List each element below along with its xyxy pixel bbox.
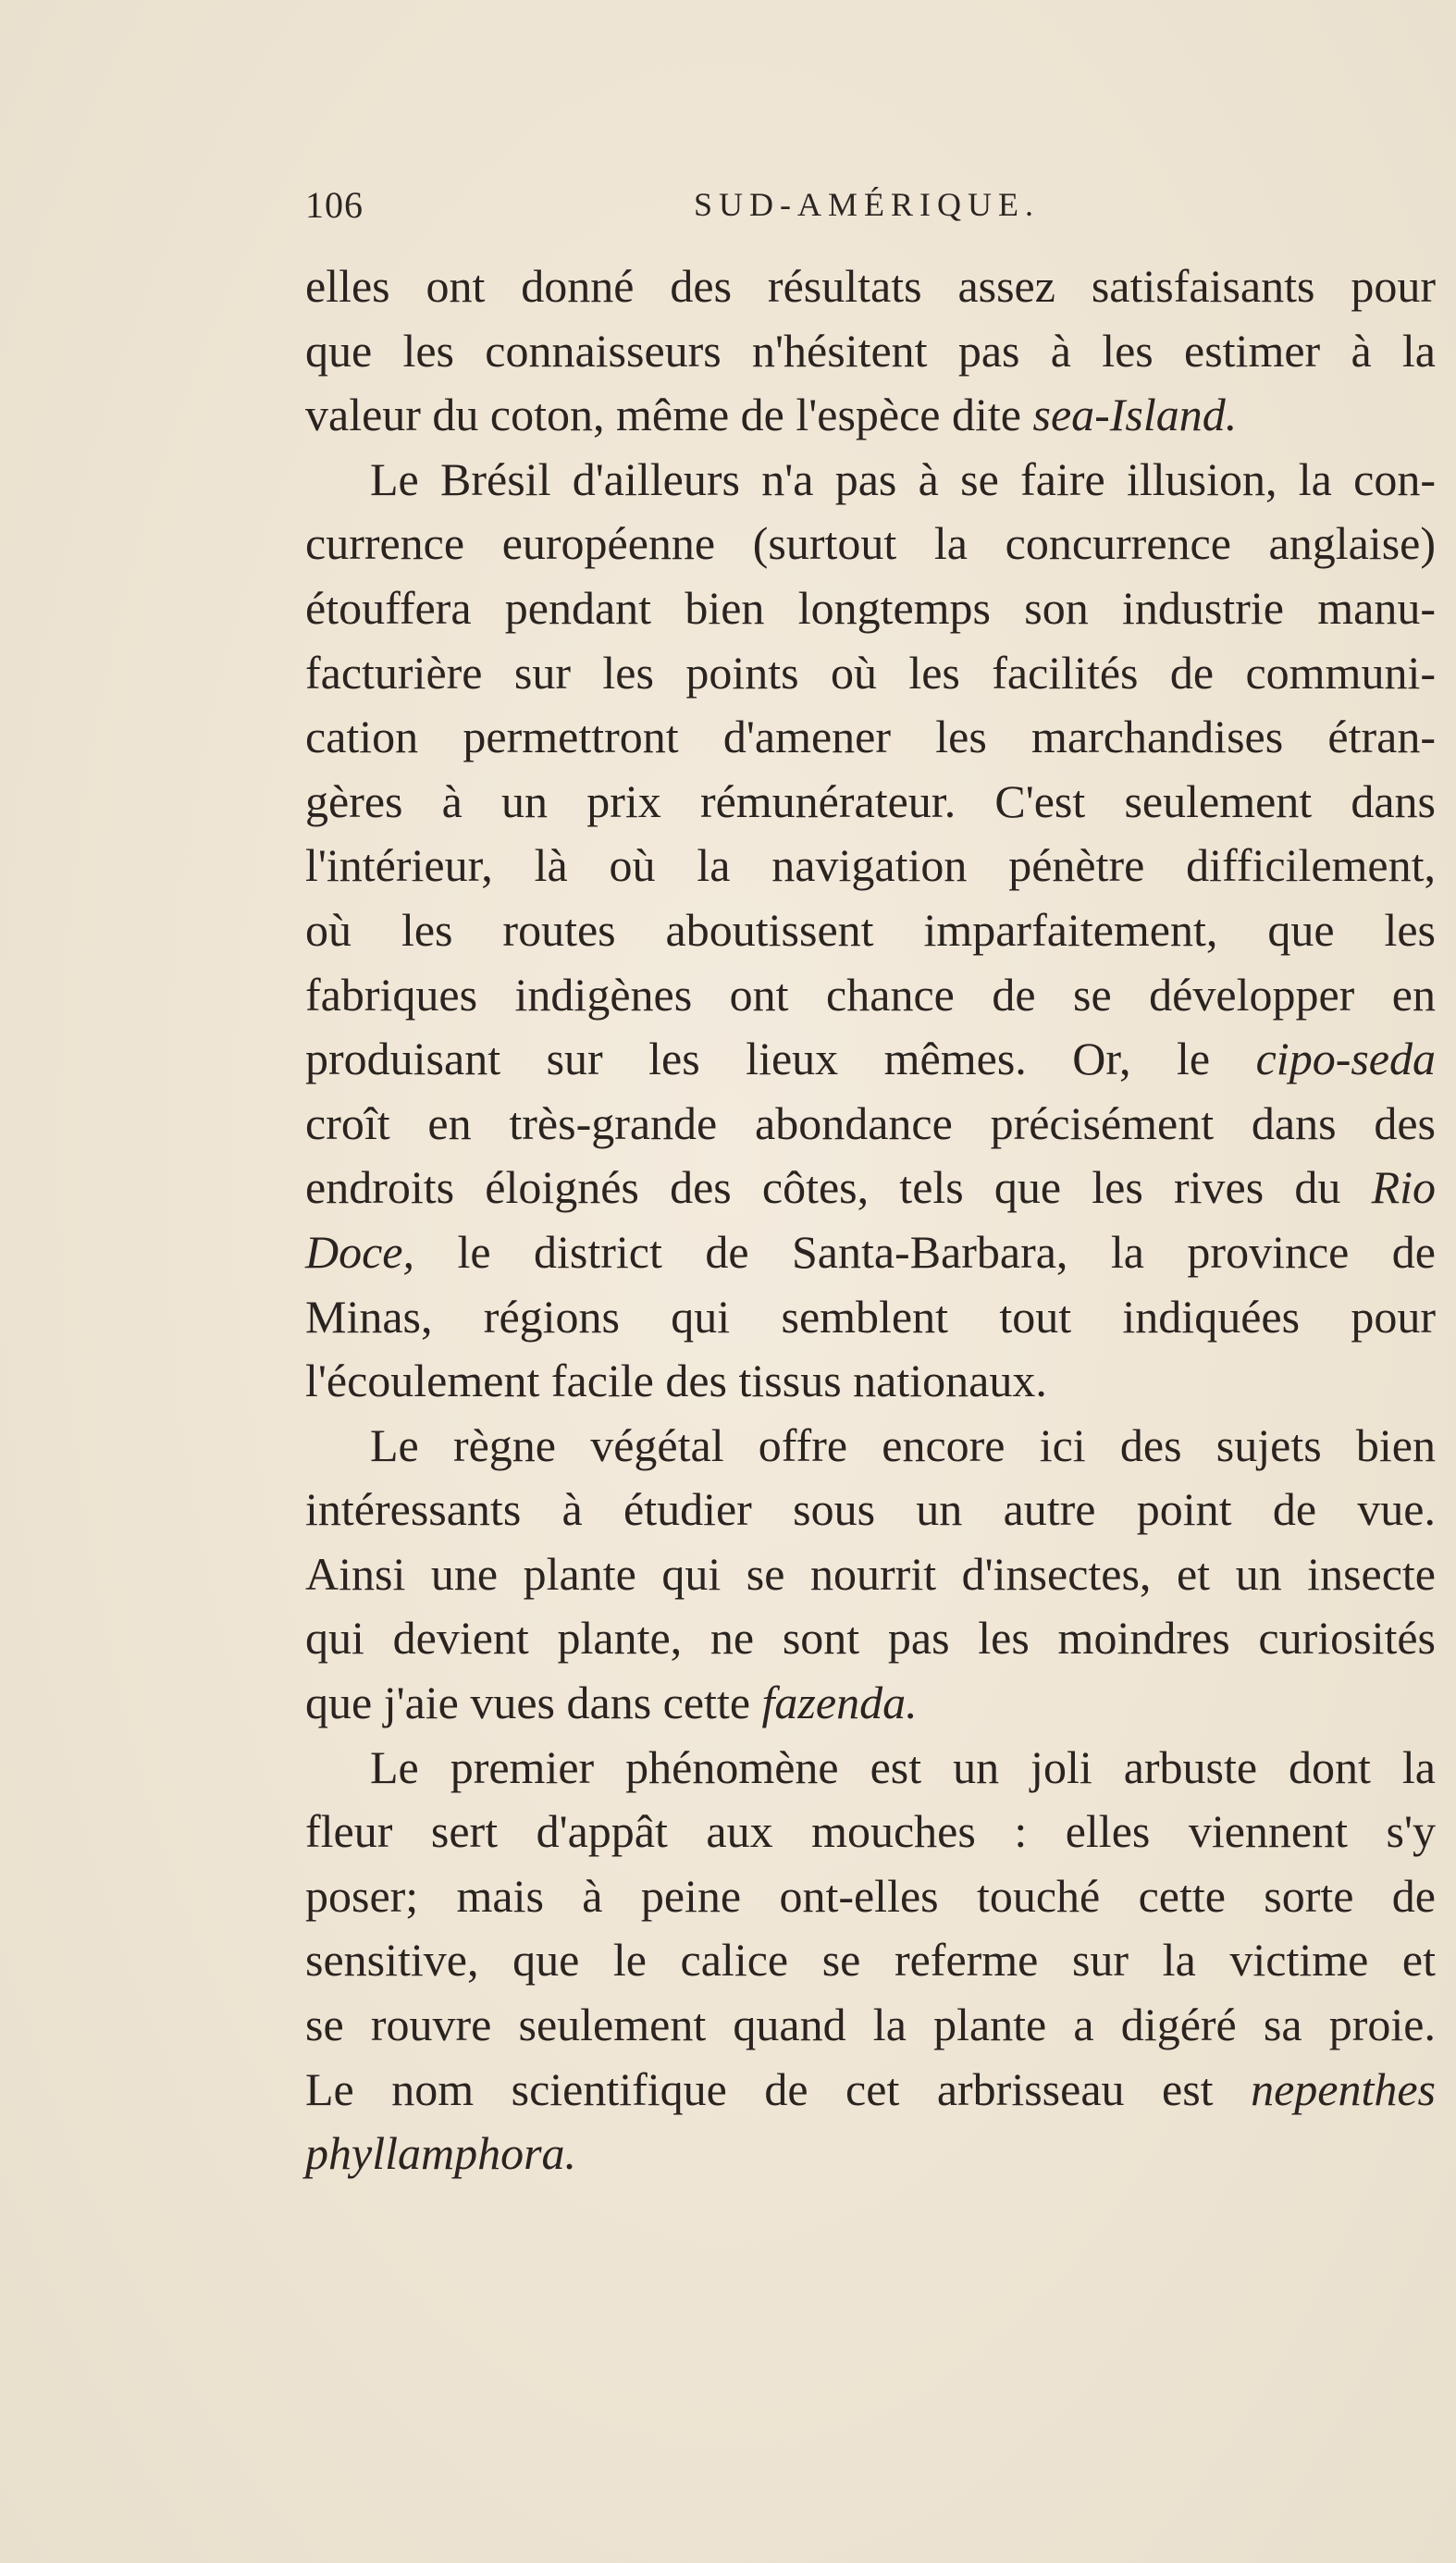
text-run: étouffera pendant bien longtemps son industrie manu- <box>305 581 1436 634</box>
body-text <box>305 254 1436 2186</box>
text-line <box>305 834 1436 898</box>
text-line <box>305 1027 1436 1092</box>
text-line <box>305 1671 1436 1736</box>
text-run: fleur sert d'appât aux mouches : elles viennent s'y <box>305 1805 1436 1858</box>
text-line <box>305 1606 1436 1671</box>
italic-text: sea-Island. <box>1032 389 1238 441</box>
text-line <box>305 705 1436 770</box>
text-run: Le règne végétal offre encore ici des sujets bien <box>370 1418 1436 1471</box>
text-line <box>305 1542 1436 1607</box>
text-line <box>305 1993 1436 2058</box>
text-line <box>305 1928 1436 1993</box>
text-line <box>305 1092 1436 1157</box>
italic-text: phyllamphora. <box>305 2127 577 2180</box>
text-line <box>305 254 1436 319</box>
italic-text: fazenda. <box>761 1677 918 1729</box>
text-run: facturière sur les points où les facilités de communi- <box>305 646 1436 699</box>
text-line <box>305 1864 1436 1929</box>
text-line <box>305 1156 1436 1220</box>
text-run: elles ont donné des résultats assez satisfaisants pour <box>305 260 1436 312</box>
text-run: sensitive, que le calice se referme sur la victime et <box>305 1934 1436 1987</box>
text-run: fabriques indigènes ont chance de se développer en <box>305 968 1436 1021</box>
text-run: se rouvre seulement quand la plante a digéré sa proie. <box>305 1999 1436 2051</box>
text-line <box>305 1285 1436 1350</box>
text-line <box>305 2122 1436 2186</box>
text-run: que les connaisseurs n'hésitent pas à les estimer à la <box>305 324 1436 377</box>
text-run: currence européenne (surtout la concurrence anglaise) <box>305 517 1436 570</box>
italic-text: Rio <box>1371 1161 1436 1214</box>
text-line <box>305 641 1436 706</box>
italic-text: cipo-seda <box>1255 1033 1436 1085</box>
text-run: poser; mais à peine ont-elles touché cette sorte de <box>305 1869 1436 1922</box>
text-run: valeur du coton, même de l'espèce dite <box>305 389 1033 441</box>
text-line <box>305 2058 1436 2123</box>
text-run: où les routes aboutissent imparfaitement, que les <box>305 903 1436 956</box>
text-line <box>305 576 1436 641</box>
text-line <box>305 1414 1436 1479</box>
text-run: le district de Santa-Barbara, la province de <box>414 1225 1436 1278</box>
text-run: Le nom scientifique de cet arbrisseau est <box>305 2062 1252 2115</box>
text-run: Le premier phénomène est un joli arbuste dont la <box>370 1740 1436 1793</box>
text-line <box>305 770 1436 835</box>
italic-text: Doce, <box>305 1225 414 1278</box>
text-run: Ainsi une plante qui se nourrit d'insectes, et un insecte <box>305 1547 1436 1600</box>
text-line <box>305 512 1436 576</box>
text-run: cation permettront d'amener les marchandises étran- <box>305 711 1436 763</box>
page-header <box>305 183 1434 239</box>
text-run: qui devient plante, ne sont pas les moindres curiosités <box>305 1612 1436 1665</box>
text-run: l'écoulement facile des tissus nationaux. <box>305 1355 1047 1407</box>
text-run: intéressants à étudier sous un autre point de vue. <box>305 1483 1436 1536</box>
text-line <box>305 383 1436 448</box>
text-line <box>305 1220 1436 1285</box>
text-line <box>305 1478 1436 1542</box>
text-run: que j'aie vues dans cette <box>305 1677 762 1729</box>
text-run: gères à un prix rémunérateur. C'est seulement dans <box>305 774 1436 827</box>
text-line <box>305 898 1436 963</box>
text-run: l'intérieur, là où la navigation pénètre difficilement, <box>305 839 1436 892</box>
text-line <box>305 448 1436 513</box>
running-head: SUD-AMÉRIQUE. <box>694 186 1040 223</box>
italic-text: nepenthes <box>1251 2062 1436 2115</box>
text-line <box>305 1736 1436 1801</box>
page-number: 106 <box>305 184 364 226</box>
text-run: Le Brésil d'ailleurs n'a pas à se faire illusion, la con- <box>370 452 1436 505</box>
text-run: Minas, régions qui semblent tout indiquées pour <box>305 1290 1436 1343</box>
text-line <box>305 963 1436 1028</box>
text-line <box>305 1349 1436 1414</box>
text-run: produisant sur les lieux mêmes. Or, le <box>305 1033 1256 1085</box>
text-line <box>305 319 1436 384</box>
text-run: endroits éloignés des côtes, tels que les rives du <box>305 1161 1372 1214</box>
text-run: croît en très-grande abondance précisément dans des <box>305 1096 1436 1149</box>
text-line <box>305 1800 1436 1864</box>
